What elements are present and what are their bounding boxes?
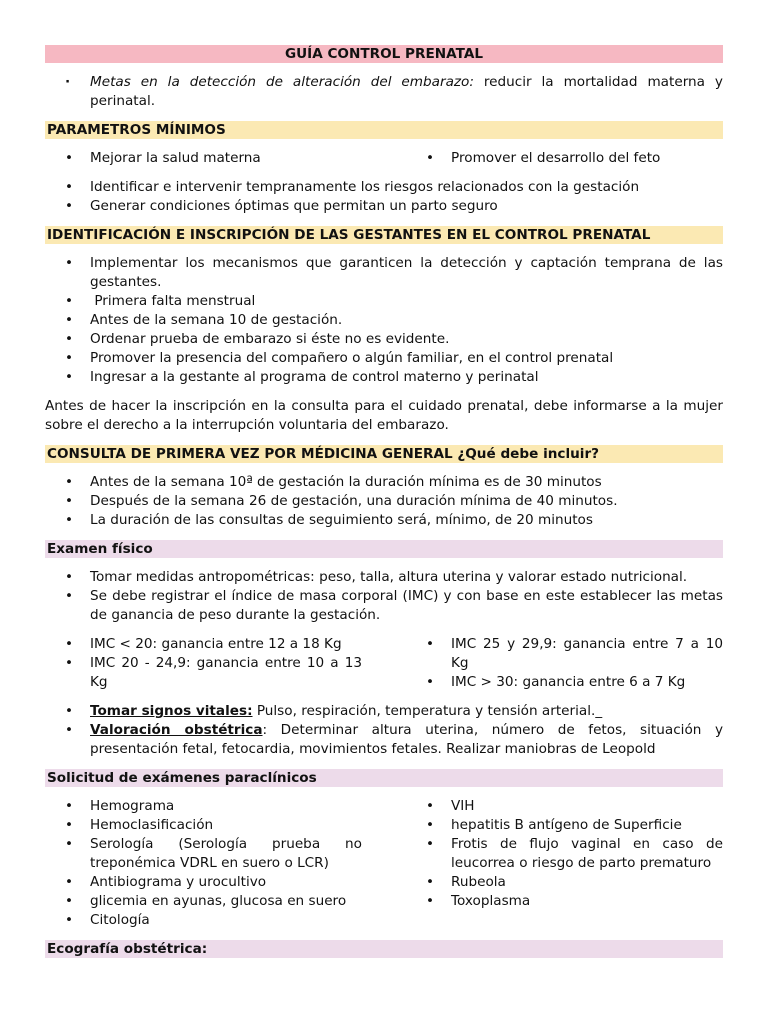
identificacion-paragraph: Antes de hacer la inscripción en la consulta para el cuidado prenatal, debe informarse a la mujer sobre el derecho a la interrupción voluntaria del embarazo. [45,398,723,433]
list-item: • VIH [406,797,723,816]
section-heading-solicitud: Solicitud de exámenes paraclínicos [45,769,723,787]
list-item: • Mejorar la salud materna [45,149,362,168]
section-heading-identificacion: IDENTIFICACIÓN E INSCRIPCIÓN DE LAS GESTANTES EN EL CONTROL PRENATAL [45,226,723,244]
list-item: • Serología (Serología prueba no treponémica VDRL en suero o LCR) [45,835,362,873]
list-item: • Tomar medidas antropométricas: peso, talla, altura uterina y valorar estado nutricional. [45,568,723,587]
list-item: • Hemograma [45,797,362,816]
list-item: • IMC 25 y 29,9: ganancia entre 7 a 10 Kg [406,635,723,673]
consulta-list [45,473,723,530]
list-item: • Toxoplasma [406,892,723,911]
list-item: • Frotis de flujo vaginal en caso de leucorrea o riesgo de parto prematuro [406,835,723,873]
list-item: • Citología [45,911,362,930]
list-item: • Antes de la semana 10ª de gestación la duración mínima es de 30 minutos [45,473,723,492]
intro-item [45,73,723,111]
parametros-list [45,178,723,216]
list-item: • Identificar e intervenir tempranamente los riesgos relacionados con la gestación [45,178,723,197]
section-heading-examen: Examen físico [45,540,723,558]
intro-list [45,73,723,111]
valoracion-label: Valoración obstétrica [90,722,263,738]
intro-text: reducir la mortalidad materna y perinatal. [90,74,723,109]
list-item: • La duración de las consultas de seguimiento será, mínimo, de 20 minutos [45,511,723,530]
valoracion-text: : Determinar altura uterina, número de fetos, situación y presentación fetal, fetocardia, movimientos fetales. Realizar maniobras de Leopold [90,722,723,757]
list-item: • Antibiograma y urocultivo [45,873,362,892]
list-item: • Hemoclasificación [45,816,362,835]
imc-col-left [45,635,362,692]
intro-emphasis: Metas en la detección de alteración del embarazo: [90,74,474,90]
list-item [45,702,723,721]
solicitud-col-right [406,797,723,930]
parametros-col-left [45,149,362,168]
examen-list [45,568,723,625]
imc-col-right [406,635,723,692]
list-item: • Se debe registrar el índice de masa corporal (IMC) y con base en este establecer las metas de ganancia de peso durante la gestación. [45,587,723,625]
parametros-columns [45,149,723,168]
parametros-col-right [406,149,723,168]
signos-label: Tomar signos vitales: [90,703,253,719]
list-item: • IMC > 30: ganancia entre 6 a 7 Kg [406,673,723,692]
list-item: • Ordenar prueba de embarazo si éste no es evidente. [45,330,723,349]
list-item: • IMC < 20: ganancia entre 12 a 18 Kg [45,635,362,654]
list-item: • Promover la presencia del compañero o algún familiar, en el control prenatal [45,349,723,368]
list-item: • Primera falta menstrual [45,292,723,311]
list-item: • Rubeola [406,873,723,892]
section-heading-consulta: CONSULTA DE PRIMERA VEZ POR MÉDICINA GENERAL ¿Qué debe incluir? [45,445,723,463]
imc-columns [45,635,723,692]
list-item: • Implementar los mecanismos que garanticen la detección y captación temprana de las gestantes. [45,254,723,292]
identificacion-list [45,254,723,387]
document-title: GUÍA CONTROL PRENATAL [45,45,723,63]
list-item: • Ingresar a la gestante al programa de control materno y perinatal [45,368,723,387]
list-item: • hepatitis B antígeno de Superficie [406,816,723,835]
section-heading-ecografia: Ecografía obstétrica: [45,940,723,958]
signos-text: Pulso, respiración, temperatura y tensión arterial._ [252,703,603,719]
list-item: • Después de la semana 26 de gestación, una duración mínima de 40 minutos. [45,492,723,511]
list-item: • IMC 20 - 24,9: ganancia entre 10 a 13 Kg [45,654,362,692]
list-item: • glicemia en ayunas, glucosa en suero [45,892,362,911]
solicitud-col-left [45,797,362,930]
list-item [45,721,723,759]
list-item: • Generar condiciones óptimas que permitan un parto seguro [45,197,723,216]
section-heading-parametros: PARAMETROS MÍNIMOS [45,121,723,139]
document-page [45,0,723,958]
solicitud-columns [45,797,723,930]
signos-list [45,702,723,759]
list-item: • Antes de la semana 10 de gestación. [45,311,723,330]
list-item: • Promover el desarrollo del feto [406,149,723,168]
